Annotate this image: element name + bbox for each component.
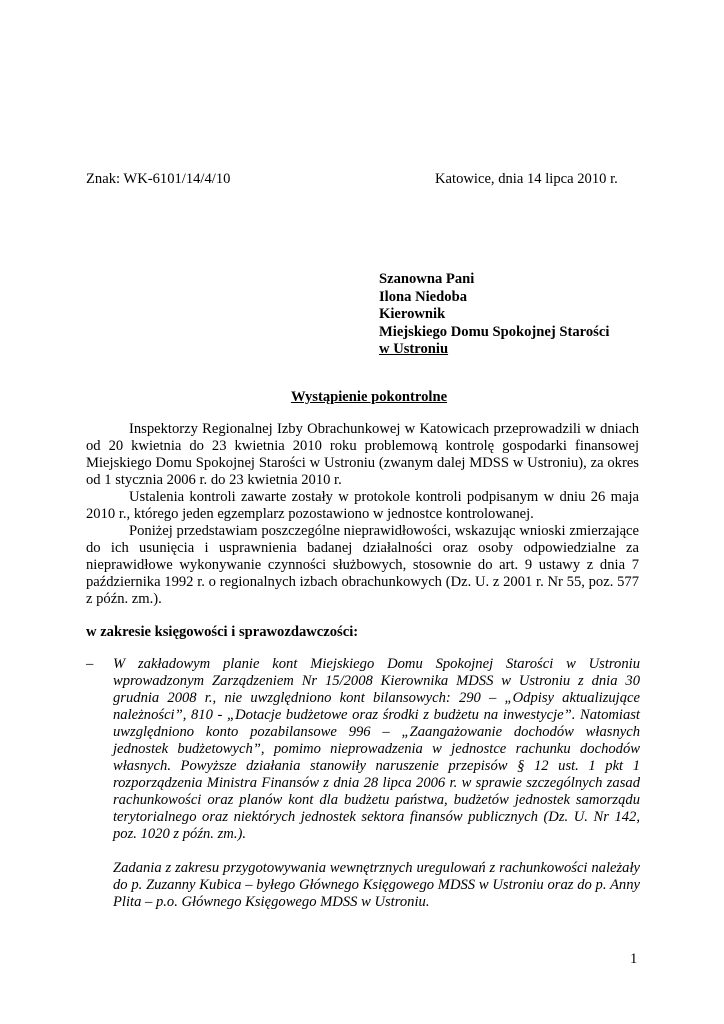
place-and-date: Katowice, dnia 14 lipca 2010 r. (435, 171, 618, 187)
document-reference: Znak: WK-6101/14/4/10 (86, 171, 231, 187)
finding-item (113, 656, 640, 911)
document-title-row (0, 389, 724, 406)
document-title: Wystąpienie pokontrolne (290, 389, 448, 405)
page-number: 1 (630, 951, 638, 967)
addressee-block (379, 271, 609, 359)
body-paragraph: Inspektorzy Regionalnej Izby Obrachunkowej w Katowicach przeprowadzili w dniach od 20 kwietnia do 23 kwietnia 2010 roku problemową kontrolę gospodarki finansowej Miejskiego Domu Spokojnej Starości w Ustroniu (zwanym dalej MDSS w Ustroniu), za okres od 1 stycznia 2006 r. do 23 kwietnia 2010 r. (86, 421, 639, 488)
bullet-marker: – (86, 656, 94, 672)
section-heading: w zakresie księgowości i sprawozdawczości: (86, 624, 359, 640)
responsible-persons-text: Zadania z zakresu przygotowywania wewnętrznych uregulowań z rachunkowości należały do p. Zuzanny Kubica – byłego Głównego Księgowego MDSS w Ustroniu oraz do p. Anny Plita – p.o. Głównego Księgowego MDSS w Ustroniu. (113, 860, 640, 910)
addressee-location: w Ustroniu (379, 341, 449, 357)
addressee-salutation: Szanowna Pani (379, 271, 475, 287)
addressee-position: Kierownik (379, 306, 446, 322)
addressee-institution: Miejskiego Domu Spokojnej Starości (379, 323, 610, 340)
body-paragraph: Poniżej przedstawiam poszczególne nieprawidłowości, wskazując wnioski zmierzające do ich usunięcia i usprawnienia badanej działalności oraz osoby odpowiedzialne za nieprawidłowe wykonywanie czynności służbowych, stosownie do art. 9 ustawy z dnia 7 października 1992 r. o regionalnych izbach obrachunkowych (Dz. U. z 2001 r. Nr 55, poz. 577 z późn. zm.). (86, 523, 639, 607)
addressee-name: Ilona Niedoba (379, 288, 467, 305)
finding-text: W zakładowym planie kont Miejskiego Domu Spokojnej Starości w Ustroniu wprowadzonym Zarządzeniem Nr 15/2008 Kierownika MDSS w Ustroniu z dnia 30 grudnia 2008 r., nie uwzględniono kont bilansowych: 290 – „Odpisy aktualizujące należności”, 810 - „Dotacje budżetowe oraz środki z budżetu na inwestycje”. Natomiast uwzględniono konto pozabilansowe 996 – „Zaangażowanie dochodów własnych jednostek budżetowych”, pomimo nieprowadzenia w jednostce rachunku dochodów własnych. Powyższe działania stanowiły naruszenie przepisów § 12 ust. 1 pkt 1 rozporządzenia Ministra Finansów z dnia 28 lipca 2006 r. w sprawie szczególnych zasad rachunkowości oraz planów kont dla budżetu państwa, budżetów jednostek samorządu terytorialnego oraz niektórych jednostek sektora finansów publicznych (Dz. U. Nr 142, poz. 1020 z późn. zm.). (113, 656, 640, 842)
document-body (86, 421, 639, 608)
body-paragraph: Ustalenia kontroli zawarte zostały w protokole kontroli podpisanym w dniu 26 maja 2010 r., którego jeden egzemplarz pozostawiono w jednostce kontrolowanej. (86, 489, 639, 522)
